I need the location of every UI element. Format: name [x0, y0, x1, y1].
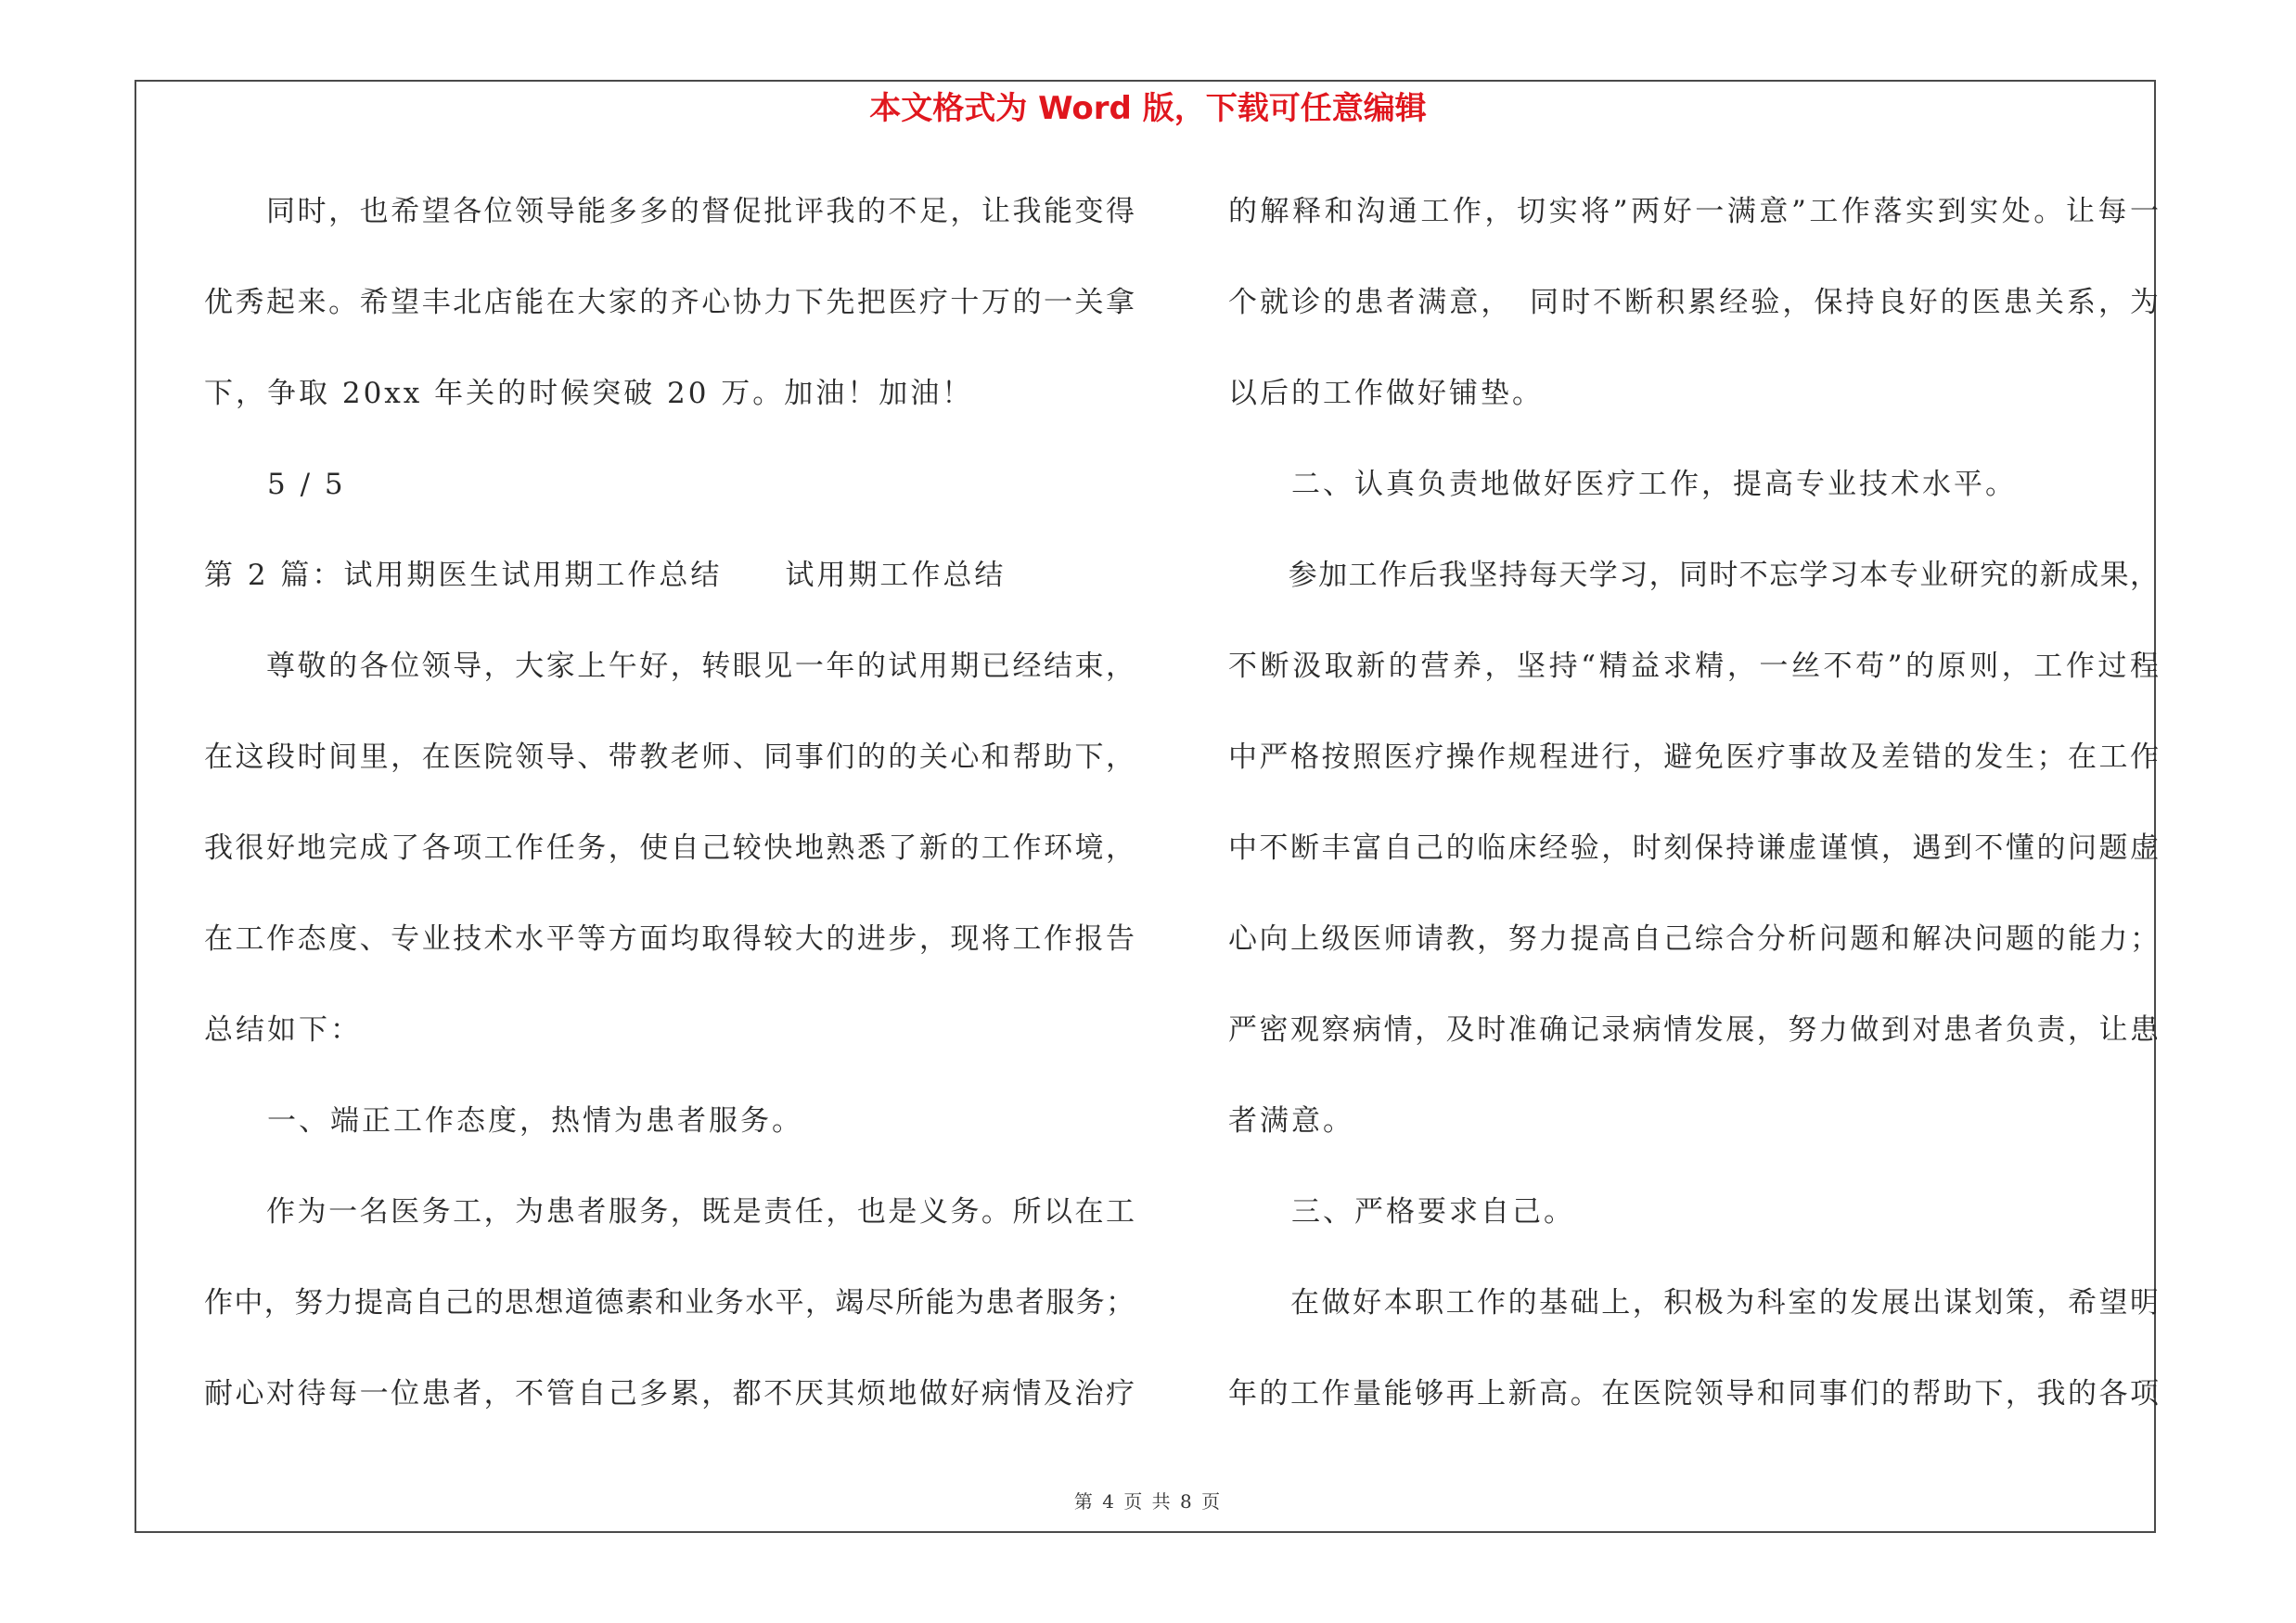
left-line-14: 耐心对待每一位患者，不管自己多累，都不厌其烦地做好病情及治疗	[204, 1377, 1135, 1410]
left-line-5-section-heading: 第 2 篇：试用期医生试用期工作总结 试用期工作总结	[204, 559, 1007, 592]
right-line-10: 严密观察病情，及时准确记录病情发展，努力做到对患者负责，让患	[1228, 1013, 2159, 1047]
right-line-6: 不断汲取新的营养，坚持“精益求精，一丝不苟”的原则，工作过程	[1228, 650, 2159, 683]
right-line-2: 个就诊的患者满意， 同时不断积累经验，保持良好的医患关系，为	[1228, 286, 2159, 319]
right-line-8: 中不断丰富自己的临床经验，时刻保持谦虚谨慎，遇到不懂的问题虚	[1228, 831, 2159, 865]
left-line-1: 同时，也希望各位领导能多多的督促批评我的不足，让我能变得	[204, 195, 1135, 228]
left-line-10: 总结如下：	[204, 1013, 362, 1047]
left-line-11: 一、端正工作态度，热情为患者服务。	[204, 1104, 803, 1138]
left-line-8: 我很好地完成了各项工作任务，使自己较快地熟悉了新的工作环境，	[204, 831, 1135, 865]
document-banner: 本文格式为 Word 版，下载可任意编辑	[869, 90, 1427, 127]
left-line-4: 5 / 5	[204, 468, 346, 501]
right-line-4: 二、认真负责地做好医疗工作，提高专业技术水平。	[1228, 468, 2017, 501]
page-number-footer: 第 4 页 共 8 页	[1073, 1490, 1223, 1513]
right-line-12: 三、严格要求自己。	[1228, 1195, 1575, 1229]
left-line-7: 在这段时间里，在医院领导、带教老师、同事们的的关心和帮助下，	[204, 741, 1135, 774]
left-line-2: 优秀起来。希望丰北店能在大家的齐心协力下先把医疗十万的一关拿	[204, 286, 1135, 319]
right-line-7: 中严格按照医疗操作规程进行，避免医疗事故及差错的发生；在工作	[1228, 741, 2159, 774]
right-line-11: 者满意。	[1228, 1104, 1354, 1138]
right-line-5: 参加工作后我坚持每天学习，同时不忘学习本专业研究的新成果，	[1228, 559, 2159, 592]
left-line-9: 在工作态度、专业技术水平等方面均取得较大的进步，现将工作报告	[204, 922, 1135, 956]
right-line-1: 的解释和沟通工作，切实将”两好一满意”工作落实到实处。让每一	[1228, 195, 2159, 228]
right-line-14: 年的工作量能够再上新高。在医院领导和同事们的帮助下，我的各项	[1228, 1377, 2159, 1410]
left-line-3: 下，争取 20xx 年关的时候突破 20 万。加油！加油！	[204, 377, 974, 410]
right-line-3: 以后的工作做好铺垫。	[1228, 377, 1544, 410]
left-line-12: 作为一名医务工，为患者服务，既是责任，也是义务。所以在工	[204, 1195, 1135, 1229]
right-line-9: 心向上级医师请教，努力提高自己综合分析问题和解决问题的能力；	[1228, 922, 2159, 956]
left-line-13: 作中，努力提高自己的思想道德素和业务水平，竭尽所能为患者服务；	[204, 1286, 1135, 1320]
right-line-13: 在做好本职工作的基础上，积极为科室的发展出谋划策，希望明	[1228, 1286, 2159, 1320]
left-line-6: 尊敬的各位领导，大家上午好，转眼见一年的试用期已经结束，	[204, 650, 1135, 683]
